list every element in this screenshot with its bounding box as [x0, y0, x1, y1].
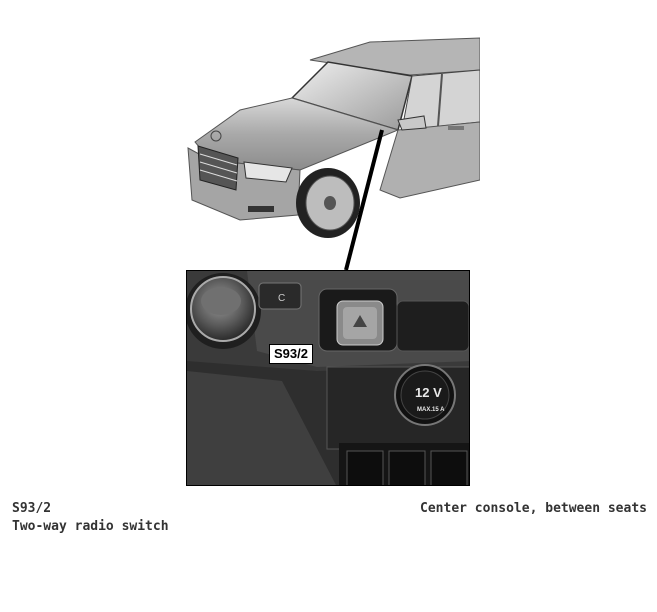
component-location: Center console, between seats: [420, 501, 647, 516]
socket-rating-label: MAX.15 A: [417, 407, 445, 413]
component-code: S93/2: [12, 501, 52, 516]
component-caption: [12, 500, 169, 536]
car-illustration: [180, 30, 480, 245]
button-c-label: C: [278, 293, 286, 304]
s93-2-callout: S93/2: [269, 344, 313, 364]
console-inset-photo: [186, 270, 470, 486]
component-name: Two-way radio switch: [12, 519, 169, 534]
socket-voltage-label: 12 V: [415, 385, 442, 400]
